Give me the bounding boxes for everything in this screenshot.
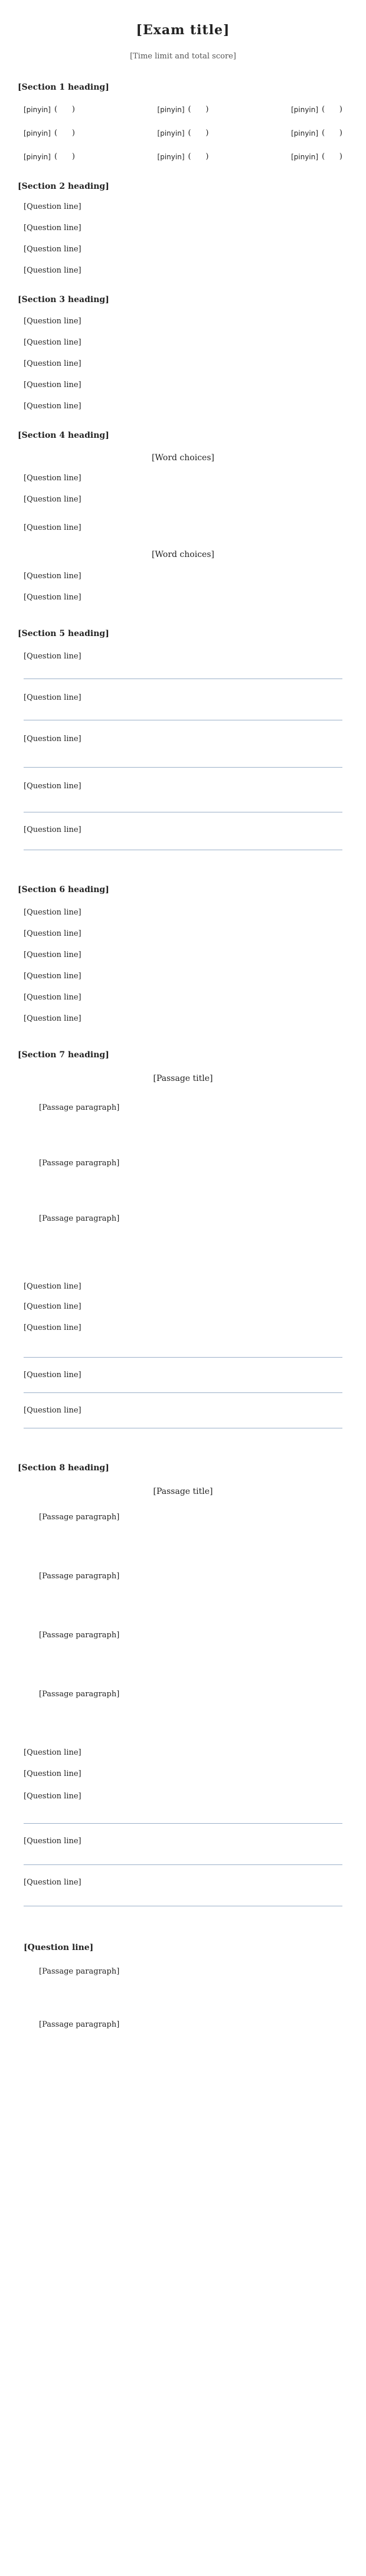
answer-blank[interactable]: ( ) [54,105,75,114]
question-line: [Question line] [24,359,81,368]
question-line: [Question line] [24,402,81,411]
section-heading: [Section 1 heading] [18,83,109,92]
question-line: [Question line] [24,993,81,1002]
question-line: [Question line] [24,572,81,581]
answer-line[interactable] [24,767,342,768]
answer-line[interactable] [24,1392,342,1393]
question-line: [Question line] [24,1748,81,1757]
pinyin-text: [pinyin] [291,152,319,161]
word-options: [Word choices] [152,550,214,559]
section-heading: [Section 4 heading] [18,431,109,440]
answer-blank[interactable]: ( ) [322,152,342,161]
question-line: [Question line] [24,782,81,791]
pinyin-text: [pinyin] [157,152,185,161]
question-line: [Question line] [24,693,81,702]
section-heading: [Section 8 heading] [18,1463,109,1473]
passage-paragraph: [Passage paragraph] [39,2020,120,2029]
passage-paragraph: [Passage paragraph] [39,1513,120,1522]
answer-line[interactable] [24,1357,342,1358]
question-line: [Question line] [24,495,81,504]
question-line: [Question line] [24,338,81,347]
question-line: [Question line] [24,1406,81,1415]
word-options: [Word choices] [152,453,214,463]
answer-blank[interactable]: ( ) [188,129,209,137]
question-line: [Question line] [24,908,81,917]
question-line: [Question line] [24,1371,81,1379]
question-line: [Question line] [24,652,81,661]
answer-blank[interactable]: ( ) [188,152,209,161]
question-line: [Question line] [24,202,81,211]
question-line: [Question line] [24,381,81,389]
section-heading: [Section 2 heading] [18,182,109,191]
question-line: [Question line] [24,1323,81,1332]
answer-blank[interactable]: ( ) [322,105,342,114]
passage-title: [Passage title] [153,1487,213,1496]
question-line: [Question line] [24,474,81,483]
pinyin-row [24,105,342,114]
writing-heading: [Question line] [24,1943,94,1952]
question-line: [Question line] [24,929,81,938]
question-line: [Question line] [24,245,81,254]
answer-line[interactable] [24,1864,342,1865]
section-heading: [Section 6 heading] [18,885,109,894]
question-line: [Question line] [24,1837,81,1846]
passage-paragraph: [Passage paragraph] [39,1631,120,1640]
passage-paragraph: [Passage paragraph] [39,1967,120,1976]
answer-blank[interactable]: ( ) [54,129,75,137]
passage-paragraph: [Passage paragraph] [39,1159,120,1168]
passage-paragraph: [Passage paragraph] [39,1214,120,1223]
question-line: [Question line] [24,1282,81,1291]
exam-title: [Exam title] [136,22,230,38]
pinyin-text: [pinyin] [24,105,51,114]
question-line: [Question line] [24,1792,81,1801]
answer-blank[interactable]: ( ) [322,129,342,137]
question-line: [Question line] [24,523,81,532]
pinyin-text: [pinyin] [24,152,51,161]
answer-line[interactable] [24,1823,342,1824]
question-line: [Question line] [24,224,81,232]
question-line: [Question line] [24,972,81,981]
question-line: [Question line] [24,1014,81,1023]
question-line: [Question line] [24,825,81,834]
section-heading: [Section 3 heading] [18,295,109,304]
passage-paragraph: [Passage paragraph] [39,1572,120,1581]
question-line: [Question line] [24,266,81,275]
question-line: [Question line] [24,735,81,743]
passage-paragraph: [Passage paragraph] [39,1690,120,1699]
passage-title: [Passage title] [153,1074,213,1083]
answer-blank[interactable]: ( ) [188,105,209,114]
passage-paragraph: [Passage paragraph] [39,1103,120,1112]
pinyin-text: [pinyin] [24,129,51,137]
pinyin-row [24,152,342,161]
question-line: [Question line] [24,593,81,602]
exam-subtitle: [Time limit and total score] [130,52,236,61]
question-line: [Question line] [24,1878,81,1887]
section-heading: [Section 5 heading] [18,629,109,638]
question-line: [Question line] [24,1302,81,1311]
pinyin-text: [pinyin] [291,105,319,114]
question-line: [Question line] [24,317,81,326]
section-heading: [Section 7 heading] [18,1050,109,1060]
question-line: [Question line] [24,951,81,959]
question-line: [Question line] [24,1769,81,1778]
pinyin-row [24,129,342,137]
pinyin-text: [pinyin] [157,129,185,137]
pinyin-text: [pinyin] [157,105,185,114]
pinyin-text: [pinyin] [291,129,319,137]
answer-blank[interactable]: ( ) [54,152,75,161]
